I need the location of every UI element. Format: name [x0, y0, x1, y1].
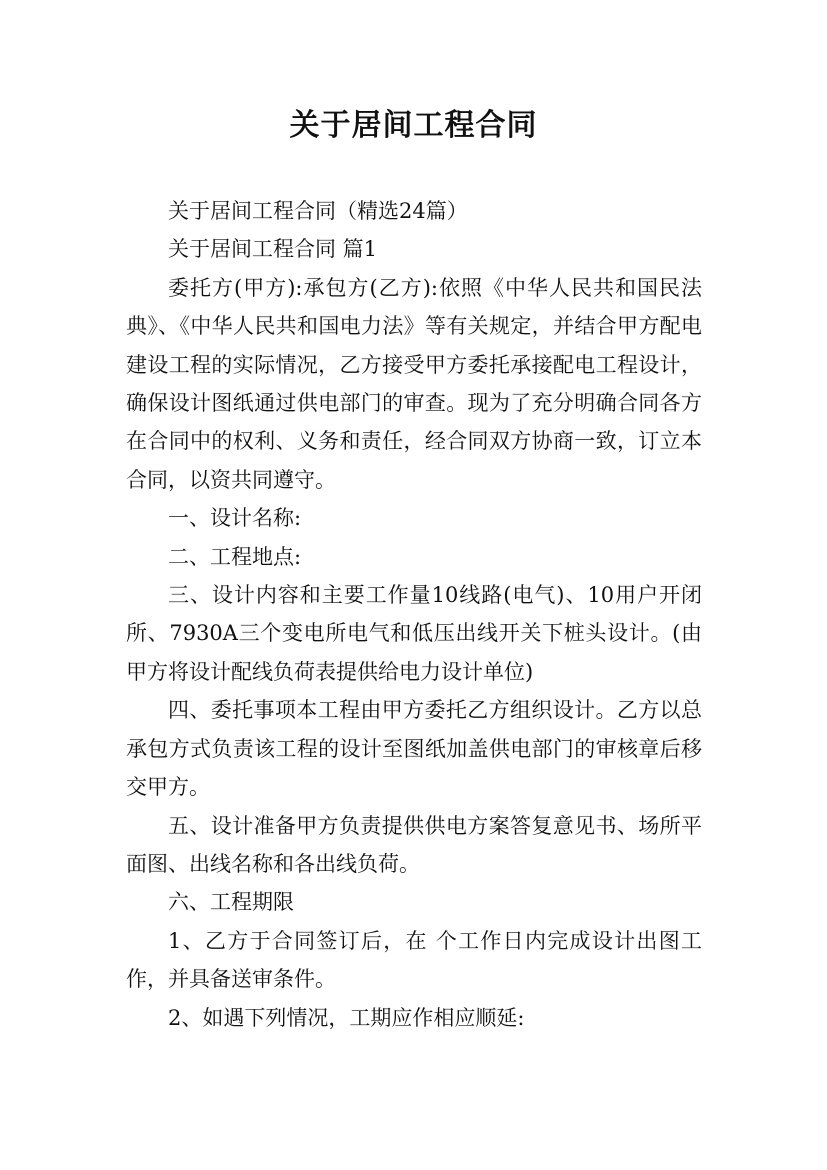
paragraph-subtitle: 关于居间工程合同（精选24篇）: [168, 199, 468, 223]
paragraph-entrusted-matters: 四、委托事项本工程由甲方委托乙方组织设计。乙方以总承包方式负责该工程的设计至图纸加盖供电部门的审核章后移交甲方。: [126, 698, 702, 800]
paragraph-design-preparation: 五、设计准备甲方负责提供供电方案答复意见书、场所平面图、出线名称和各出线负荷。: [126, 813, 702, 876]
paragraph-design-content: 三、设计内容和主要工作量10线路(电气)、10用户开闭所、7930A三个变电所电气和低压出线开关下桩头设计。(由甲方将设计配线负荷表提供给电力设计单位): [126, 583, 702, 684]
paragraph-clause-1: 1、乙方于合同签订后，在 个工作日内完成设计出图工作，并具备送审条件。: [126, 928, 702, 992]
paragraph-project-location: 二、工程地点:: [168, 544, 302, 569]
paragraph-design-name: 一、设计名称:: [168, 506, 302, 531]
paragraph-preamble: 委托方(甲方):承包方(乙方):依照《中华人民共和国民法典》、《中华人民共和国电力法》等有关规定，并结合甲方配电建设工程的实际情况，乙方接受甲方委托承接配电工程设计，确保设计图纸通过供电部门的审查。现为了充分明确合同各方在合同中的权利、义务和责任，经合同双方协商一致，订立本合同，以资共同遵守。: [126, 275, 702, 492]
paragraph-clause-2: 2、如遇下列情况，工期应作相应顺延:: [168, 1005, 525, 1030]
document-title: 关于居间工程合同: [289, 108, 538, 143]
paragraph-project-period: 六、工程期限: [168, 890, 294, 915]
document-body: [126, 192, 702, 1037]
paragraph-section-heading: 关于居间工程合同 篇1: [168, 237, 378, 262]
